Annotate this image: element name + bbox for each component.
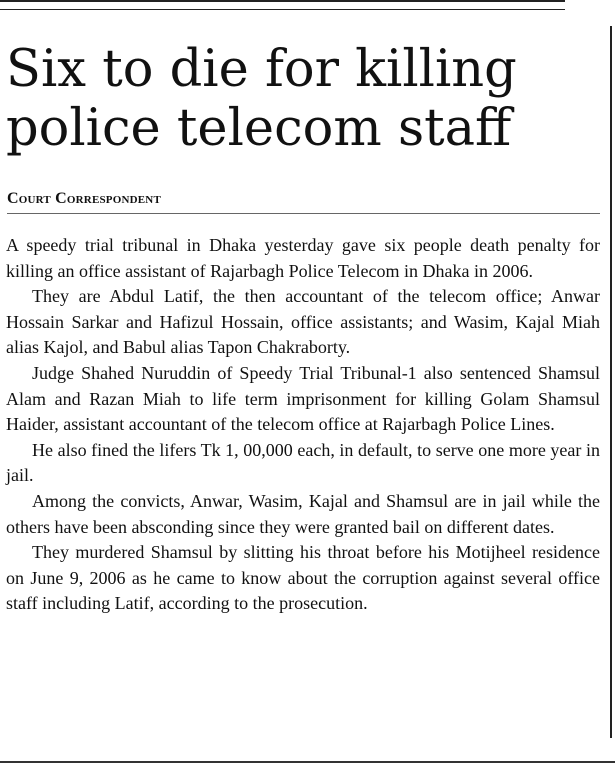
paragraph-4: He also fined the lifers Tk 1, 00,000 each, in default, to serve one more year in jail.: [6, 439, 600, 486]
paragraph-2: They are Abdul Latif, the then accountant of the telecom office; Anwar Hossain Sarkar and Hafizul Hossain, office assistants; and Wasim, Kajal Miah alias Kajol, and Babul alias Tapon Chakraborty.: [6, 286, 600, 358]
paragraph-3: Judge Shahed Nuruddin of Speedy Trial Tribunal-1 also sentenced Shamsul Alam and Razan Miah to life term imprisonment for killing Golam Shamsul Haider, assistant accountant of the telecom office at Rajarbagh Police Lines.: [6, 362, 600, 435]
byline: Court Correspondent: [7, 190, 161, 207]
article-body: [6, 233, 600, 617]
headline: Six to die for killing police telecom staff: [6, 40, 517, 158]
byline-rule: [7, 213, 600, 214]
column-rule: [610, 26, 612, 738]
paragraph-5: Among the convicts, Anwar, Wasim, Kajal and Shamsul are in jail while the others have been absconding since they were granted bail on different dates.: [6, 490, 600, 537]
paragraph-1: A speedy trial tribunal in Dhaka yesterday gave six people death penalty for killing an office assistant of Rajarbagh Police Telecom in Dhaka in 2006.: [6, 235, 600, 281]
paragraph-6: They murdered Shamsul by slitting his throat before his Motijheel residence on June 9, 2006 as he came to know about the corruption against several office staff including Latif, according to the prosecution.: [6, 542, 600, 614]
top-rule: [0, 0, 565, 10]
